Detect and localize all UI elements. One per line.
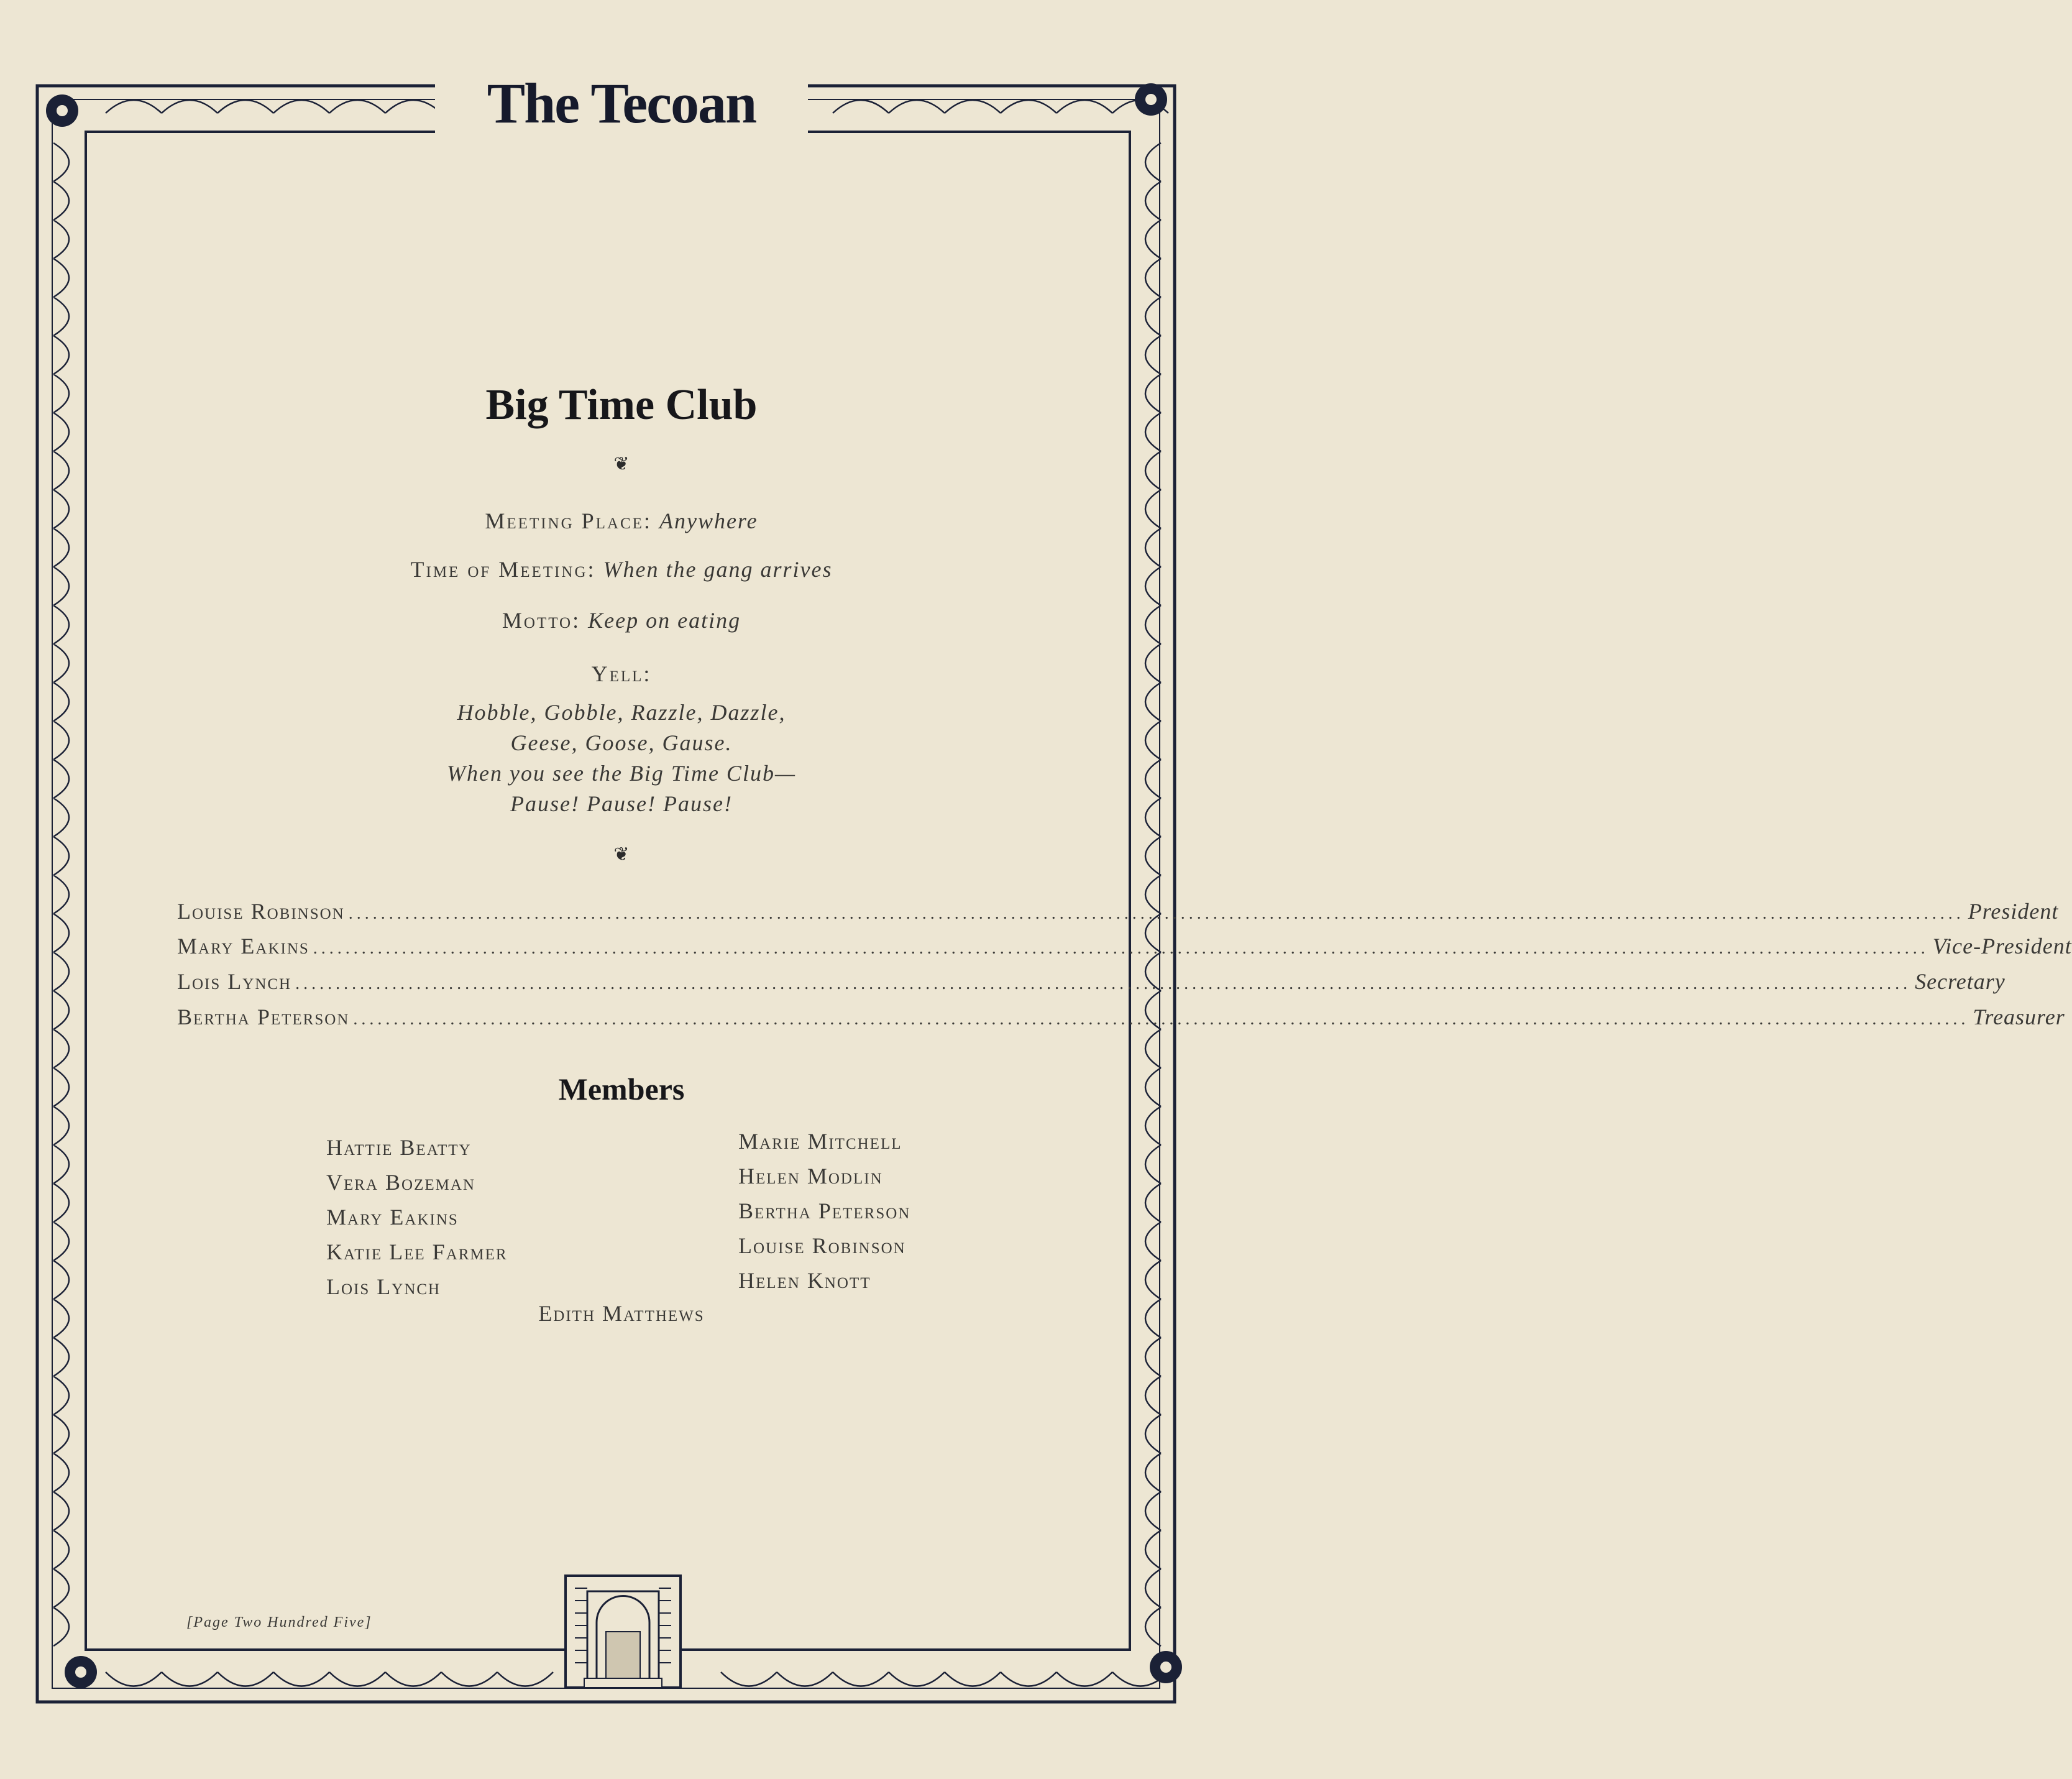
member-name: Lois Lynch — [326, 1274, 441, 1299]
member-name: Bertha Peterson — [738, 1198, 911, 1223]
leaf-ornament-icon: ❦ — [613, 844, 630, 865]
doorway-emblem-icon — [566, 1576, 681, 1688]
club-title: Big Time Club — [485, 381, 758, 429]
officer-row — [177, 1003, 2065, 1031]
meeting-place-label: Meeting Place: — [485, 508, 652, 533]
members-heading: Members — [558, 1072, 685, 1106]
masthead-title: The Tecoan — [435, 73, 808, 133]
member-name: Hattie Beatty — [326, 1135, 472, 1160]
officer-name: Lois Lynch — [177, 969, 292, 994]
motto-value: Keep on eating — [588, 608, 741, 633]
leader-dots: ........................................................................................................................................................................................................ — [348, 904, 1964, 923]
officer-role: President — [1968, 899, 2059, 924]
leader-dots: ........................................................................................................................................................................................................ — [295, 974, 1912, 993]
meeting-place-value: Anywhere — [659, 508, 758, 533]
officer-name: Bertha Peterson — [177, 1004, 350, 1029]
member-name: Helen Knott — [738, 1268, 871, 1293]
officer-role: Secretary — [1915, 969, 2006, 994]
leader-dots: ........................................................................................................................................................................................................ — [353, 1009, 1969, 1029]
meeting-place-line — [0, 507, 1243, 535]
member-name: Marie Mitchell — [738, 1129, 902, 1154]
officer-role: Treasurer — [1973, 1004, 2065, 1029]
time-of-meeting-label: Time of Meeting: — [410, 557, 596, 582]
yell-label: Yell: — [591, 661, 652, 686]
officer-row — [177, 968, 2006, 995]
officer-name: Mary Eakins — [177, 934, 309, 958]
member-name: Katie Lee Farmer — [326, 1239, 508, 1264]
member-name: Helen Modlin — [738, 1164, 883, 1188]
yell-verse-line: Hobble, Gobble, Razzle, Dazzle, — [457, 700, 786, 725]
page-number-label: [Page Two Hundred Five] — [186, 1614, 372, 1630]
officer-row — [177, 932, 2072, 960]
time-of-meeting-line — [0, 556, 1243, 583]
yell-verse-line: When you see the Big Time Club— — [447, 761, 796, 786]
motto-label: Motto: — [502, 608, 581, 633]
yell-verse-line: Pause! Pause! Pause! — [510, 791, 733, 816]
members-right-column — [738, 1124, 910, 1298]
yell-verse — [0, 697, 1243, 819]
member-name: Mary Eakins — [326, 1205, 459, 1230]
yell-line — [0, 660, 1243, 687]
member-name: Vera Bozeman — [326, 1170, 475, 1195]
yell-verse-line: Geese, Goose, Gause. — [510, 730, 733, 755]
leaf-ornament-icon: ❦ — [613, 454, 630, 474]
leader-dots: ........................................................................................................................................................................................................ — [313, 939, 1929, 958]
members-left-column — [326, 1130, 508, 1304]
corner-ornament-icon — [46, 83, 1182, 1688]
time-of-meeting-value: When the gang arrives — [603, 557, 833, 582]
officer-row — [177, 898, 2059, 925]
officer-role: Vice-President — [1932, 934, 2072, 958]
motto-line — [0, 607, 1243, 634]
officer-name: Louise Robinson — [177, 899, 345, 924]
member-name: Louise Robinson — [738, 1233, 906, 1258]
member-name: Edith Matthews — [538, 1301, 705, 1326]
